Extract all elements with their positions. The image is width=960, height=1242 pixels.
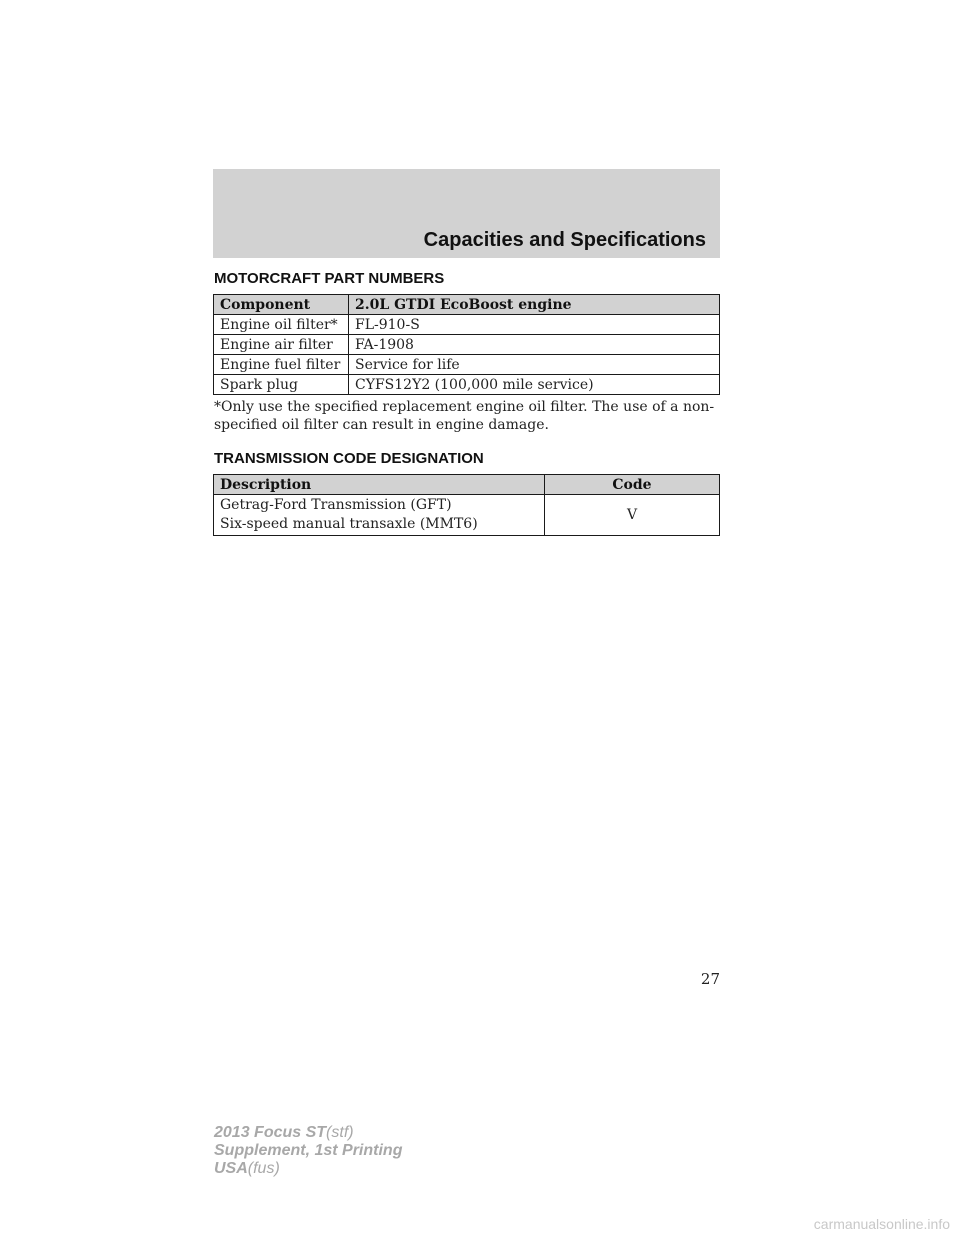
column-header-description: Description (214, 475, 545, 495)
motorcraft-heading: MOTORCRAFT PART NUMBERS (214, 270, 445, 287)
component-cell: Engine oil filter* (214, 315, 349, 335)
table-row (214, 315, 720, 335)
edition-info (214, 1124, 402, 1178)
edition-line-model (214, 1124, 402, 1142)
model-code: (stf) (326, 1124, 354, 1141)
transmission-code-table (213, 474, 720, 536)
table-row (214, 375, 720, 395)
site-watermark: carmanualsonline.info (813, 1216, 950, 1232)
edition-line-market (214, 1160, 402, 1178)
component-cell: Engine air filter (214, 335, 349, 355)
motorcraft-parts-table (213, 294, 720, 395)
transmission-heading: TRANSMISSION CODE DESIGNATION (214, 450, 484, 467)
part-number-cell: CYFS12Y2 (100,000 mile service) (349, 375, 720, 395)
market-name: USA (214, 1160, 248, 1177)
table-row (214, 335, 720, 355)
component-cell: Spark plug (214, 375, 349, 395)
section-header-band (213, 169, 720, 258)
part-number-cell: FL-910-S (349, 315, 720, 335)
description-line: Six-speed manual transaxle (MMT6) (220, 516, 478, 532)
market-code: (fus) (247, 1160, 280, 1177)
description-line: Getrag-Ford Transmission (GFT) (220, 497, 452, 513)
part-number-cell: FA-1908 (349, 335, 720, 355)
component-cell: Engine fuel filter (214, 355, 349, 375)
table-row (214, 355, 720, 375)
edition-line-printing: Supplement, 1st Printing (214, 1142, 403, 1159)
page-number: 27 (700, 970, 720, 988)
description-cell (214, 495, 545, 536)
column-header-engine: 2.0L GTDI EcoBoost engine (349, 295, 720, 315)
table-header-row (214, 475, 720, 495)
code-cell: V (545, 495, 720, 536)
table-header-row (214, 295, 720, 315)
part-number-cell: Service for life (349, 355, 720, 375)
model-name: 2013 Focus ST (214, 1124, 327, 1141)
table-row (214, 495, 720, 536)
oil-filter-footnote: *Only use the specified replacement engine oil filter. The use of a non-specified oil filter can result in engine damage. (214, 399, 715, 433)
column-header-code: Code (545, 475, 720, 495)
section-title: Capacities and Specifications (423, 229, 706, 251)
column-header-component: Component (214, 295, 349, 315)
